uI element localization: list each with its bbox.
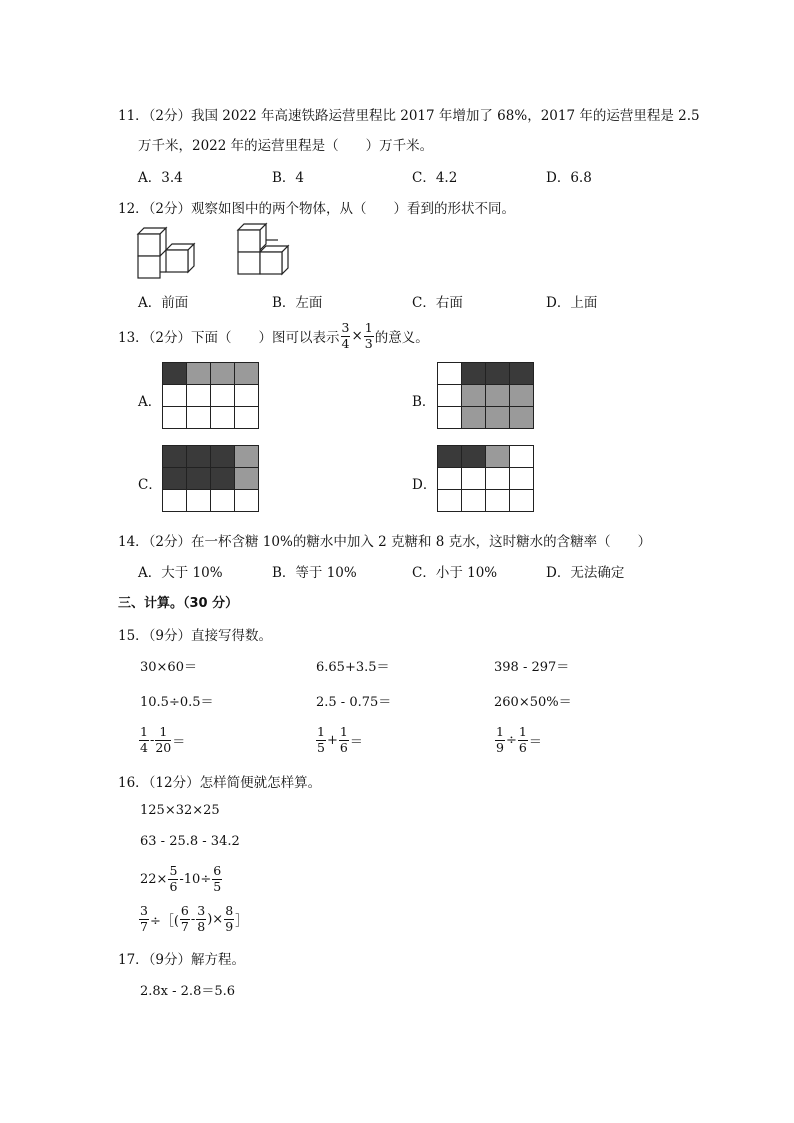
numerator: 3 xyxy=(197,903,206,918)
q15-r3c-frac2 xyxy=(518,726,528,754)
q13-grid-d xyxy=(437,445,534,512)
operator: ÷ xyxy=(505,732,517,748)
q15-r3a-frac1 xyxy=(139,726,149,754)
q15-r3a-frac2 xyxy=(155,726,171,754)
q16-stem: 16．（12分）怎样简便就怎样算。 xyxy=(118,775,322,791)
denominator: 20 xyxy=(155,739,172,755)
grid-cell xyxy=(187,446,211,468)
denominator: 6 xyxy=(339,739,348,755)
grid-cell xyxy=(438,407,462,429)
grid-cell xyxy=(211,385,235,407)
grid-cell xyxy=(235,385,259,407)
grid-cell xyxy=(438,363,462,385)
q15-r2-b: 2.5 - 0.75＝ xyxy=(316,695,392,710)
q14-option-d: D．无法确定 xyxy=(546,565,625,581)
denominator: 8 xyxy=(197,918,206,934)
numerator: 5 xyxy=(169,863,178,878)
numerator: 1 xyxy=(317,724,325,739)
q13-frac2-den: 3 xyxy=(364,335,373,351)
q15-r1-b: 6.65+3.5＝ xyxy=(316,660,390,675)
q15-r3b-frac1 xyxy=(316,726,326,754)
numerator: 1 xyxy=(140,724,148,739)
grid-cell xyxy=(211,468,235,490)
grid-cell xyxy=(235,407,259,429)
denominator: 9 xyxy=(225,918,234,934)
q13-grid-a xyxy=(162,362,259,429)
equals-sign: ＝ xyxy=(349,734,363,750)
q12-option-c: C．右面 xyxy=(412,295,463,311)
q11-option-c: C．4.2 xyxy=(412,170,458,186)
q13-label-c: C． xyxy=(138,477,162,493)
grid-cell xyxy=(510,446,534,468)
q13-frac1-num: 3 xyxy=(341,320,350,335)
expr-part: -10÷ xyxy=(179,871,212,887)
q16-expr-1: 125×32×25 xyxy=(140,803,220,818)
q12-option-b: B．左面 xyxy=(272,295,323,311)
q11-stem-line1: 11．（2分）我国 2022 年高速铁路运营里程比 2017 年增加了 68%，2017 年的运营里程是 2.5 xyxy=(118,108,700,124)
numerator: 6 xyxy=(180,903,189,918)
grid-cell xyxy=(163,468,187,490)
q13-fraction-2 xyxy=(364,322,374,350)
q15-r3-c xyxy=(494,722,542,758)
grid-cell xyxy=(187,468,211,490)
grid-cell xyxy=(211,407,235,429)
q15-r2-a: 10.5÷0.5＝ xyxy=(140,695,214,710)
grid-cell xyxy=(462,446,486,468)
grid-cell xyxy=(235,490,259,512)
q16-e3-frac1 xyxy=(168,865,178,893)
q15-r1-a: 30×60＝ xyxy=(140,660,197,675)
expr-part: )× xyxy=(207,911,224,927)
q15-r3c-frac1 xyxy=(495,726,505,754)
denominator: 5 xyxy=(213,878,222,894)
expr-part: 22× xyxy=(140,871,168,887)
q16-e4-frac2 xyxy=(180,905,190,933)
q12-option-a: A．前面 xyxy=(138,295,189,311)
grid-cell xyxy=(235,363,259,385)
grid-cell xyxy=(510,407,534,429)
q12-option-d: D．上面 xyxy=(546,295,598,311)
grid-cell xyxy=(211,490,235,512)
numerator: 8 xyxy=(225,903,234,918)
q14-option-a: A．大于 10% xyxy=(138,565,223,581)
q16-e4-frac3 xyxy=(196,905,206,933)
q16-e4-frac1 xyxy=(139,905,149,933)
q14-option-b: B．等于 10% xyxy=(272,565,357,581)
grid-cell xyxy=(187,385,211,407)
q14-stem: 14．（2分）在一杯含糖 10%的糖水中加入 2 克糖和 8 克水，这时糖水的含糖率（ ） xyxy=(118,534,652,550)
q13-frac2-num: 1 xyxy=(364,320,373,335)
denominator: 7 xyxy=(180,918,189,934)
grid-cell xyxy=(235,446,259,468)
q11-option-a: A．3.4 xyxy=(138,170,183,186)
grid-cell xyxy=(462,385,486,407)
grid-cell xyxy=(187,363,211,385)
q15-r1-c: 398 - 297＝ xyxy=(494,660,570,675)
grid-cell xyxy=(510,385,534,407)
q12-stem: 12．（2分）观察如图中的两个物体，从（ ）看到的形状不同。 xyxy=(118,201,516,217)
q15-r3b-frac2 xyxy=(339,726,349,754)
q15-stem: 15．（9分）直接写得数。 xyxy=(118,628,273,644)
grid-cell xyxy=(486,363,510,385)
grid-cell xyxy=(510,490,534,512)
grid-cell xyxy=(510,468,534,490)
q13-fraction-1 xyxy=(341,322,351,350)
expr-part: ÷［( xyxy=(149,913,179,929)
q16-expr-3 xyxy=(140,860,223,898)
q13-grid-c xyxy=(162,445,259,512)
grid-cell xyxy=(163,446,187,468)
q16-e4-frac4 xyxy=(224,905,234,933)
grid-cell xyxy=(486,446,510,468)
grid-cell xyxy=(187,407,211,429)
q13-grid-b xyxy=(437,362,534,429)
q13-label-d: D． xyxy=(412,477,437,493)
denominator: 6 xyxy=(169,878,178,894)
equals-sign: ＝ xyxy=(528,734,542,750)
grid-cell xyxy=(163,407,187,429)
q17-equation-1: 2.8x - 2.8＝5.6 xyxy=(140,984,236,999)
q17-stem: 17．（9分）解方程。 xyxy=(118,952,246,968)
numerator: 1 xyxy=(496,724,504,739)
grid-cell xyxy=(486,385,510,407)
q13-stem-pre: 13．（2分）下面（ ）图可以表示 xyxy=(118,330,340,346)
q11-option-b: B．4 xyxy=(272,170,305,186)
denominator: 9 xyxy=(496,739,504,755)
q13-label-b: B． xyxy=(412,394,436,410)
grid-cell xyxy=(462,363,486,385)
q13-times-sign: × xyxy=(351,328,363,344)
q11-stem-line2: 万千米，2022 年的运营里程是（ ）万千米。 xyxy=(138,138,434,154)
q13-frac1-den: 4 xyxy=(341,335,350,351)
q16-expr-4 xyxy=(138,900,248,938)
q12-figure-right xyxy=(230,220,300,280)
numerator: 6 xyxy=(213,863,222,878)
q15-r3-a xyxy=(138,722,185,758)
grid-cell xyxy=(163,490,187,512)
q12-figure-left xyxy=(134,224,204,282)
grid-cell xyxy=(438,385,462,407)
denominator: 6 xyxy=(518,739,527,755)
section-3-heading: 三、计算。（30 分） xyxy=(118,596,239,611)
q13-stem xyxy=(118,318,429,354)
q13-label-a: A． xyxy=(138,394,162,410)
q16-e3-frac2 xyxy=(212,865,222,893)
q15-r3-b xyxy=(315,722,363,758)
grid-cell xyxy=(211,446,235,468)
equals-sign: ＝ xyxy=(172,734,186,750)
denominator: 5 xyxy=(317,739,325,755)
grid-cell xyxy=(510,363,534,385)
grid-cell xyxy=(163,385,187,407)
expr-part: - xyxy=(190,911,196,927)
denominator: 7 xyxy=(140,918,148,934)
q14-option-c: C．小于 10% xyxy=(412,565,498,581)
operator: - xyxy=(149,732,155,748)
grid-cell xyxy=(438,446,462,468)
q16-expr-2: 63 - 25.8 - 34.2 xyxy=(140,834,240,849)
grid-cell xyxy=(235,468,259,490)
numerator: 1 xyxy=(339,724,348,739)
grid-cell xyxy=(438,468,462,490)
numerator: 3 xyxy=(140,903,148,918)
q15-r2-c: 260×50%＝ xyxy=(494,695,572,710)
grid-cell xyxy=(462,490,486,512)
numerator: 1 xyxy=(155,726,171,741)
grid-cell xyxy=(163,363,187,385)
q13-stem-post: 的意义。 xyxy=(374,330,429,346)
grid-cell xyxy=(462,407,486,429)
expr-part: ］ xyxy=(235,913,249,929)
grid-cell xyxy=(486,407,510,429)
grid-cell xyxy=(486,468,510,490)
operator: + xyxy=(326,732,338,748)
grid-cell xyxy=(438,490,462,512)
grid-cell xyxy=(211,363,235,385)
numerator: 1 xyxy=(518,724,527,739)
grid-cell xyxy=(187,490,211,512)
q11-option-d: D．6.8 xyxy=(546,170,592,186)
grid-cell xyxy=(486,490,510,512)
denominator: 4 xyxy=(140,739,148,755)
grid-cell xyxy=(462,468,486,490)
